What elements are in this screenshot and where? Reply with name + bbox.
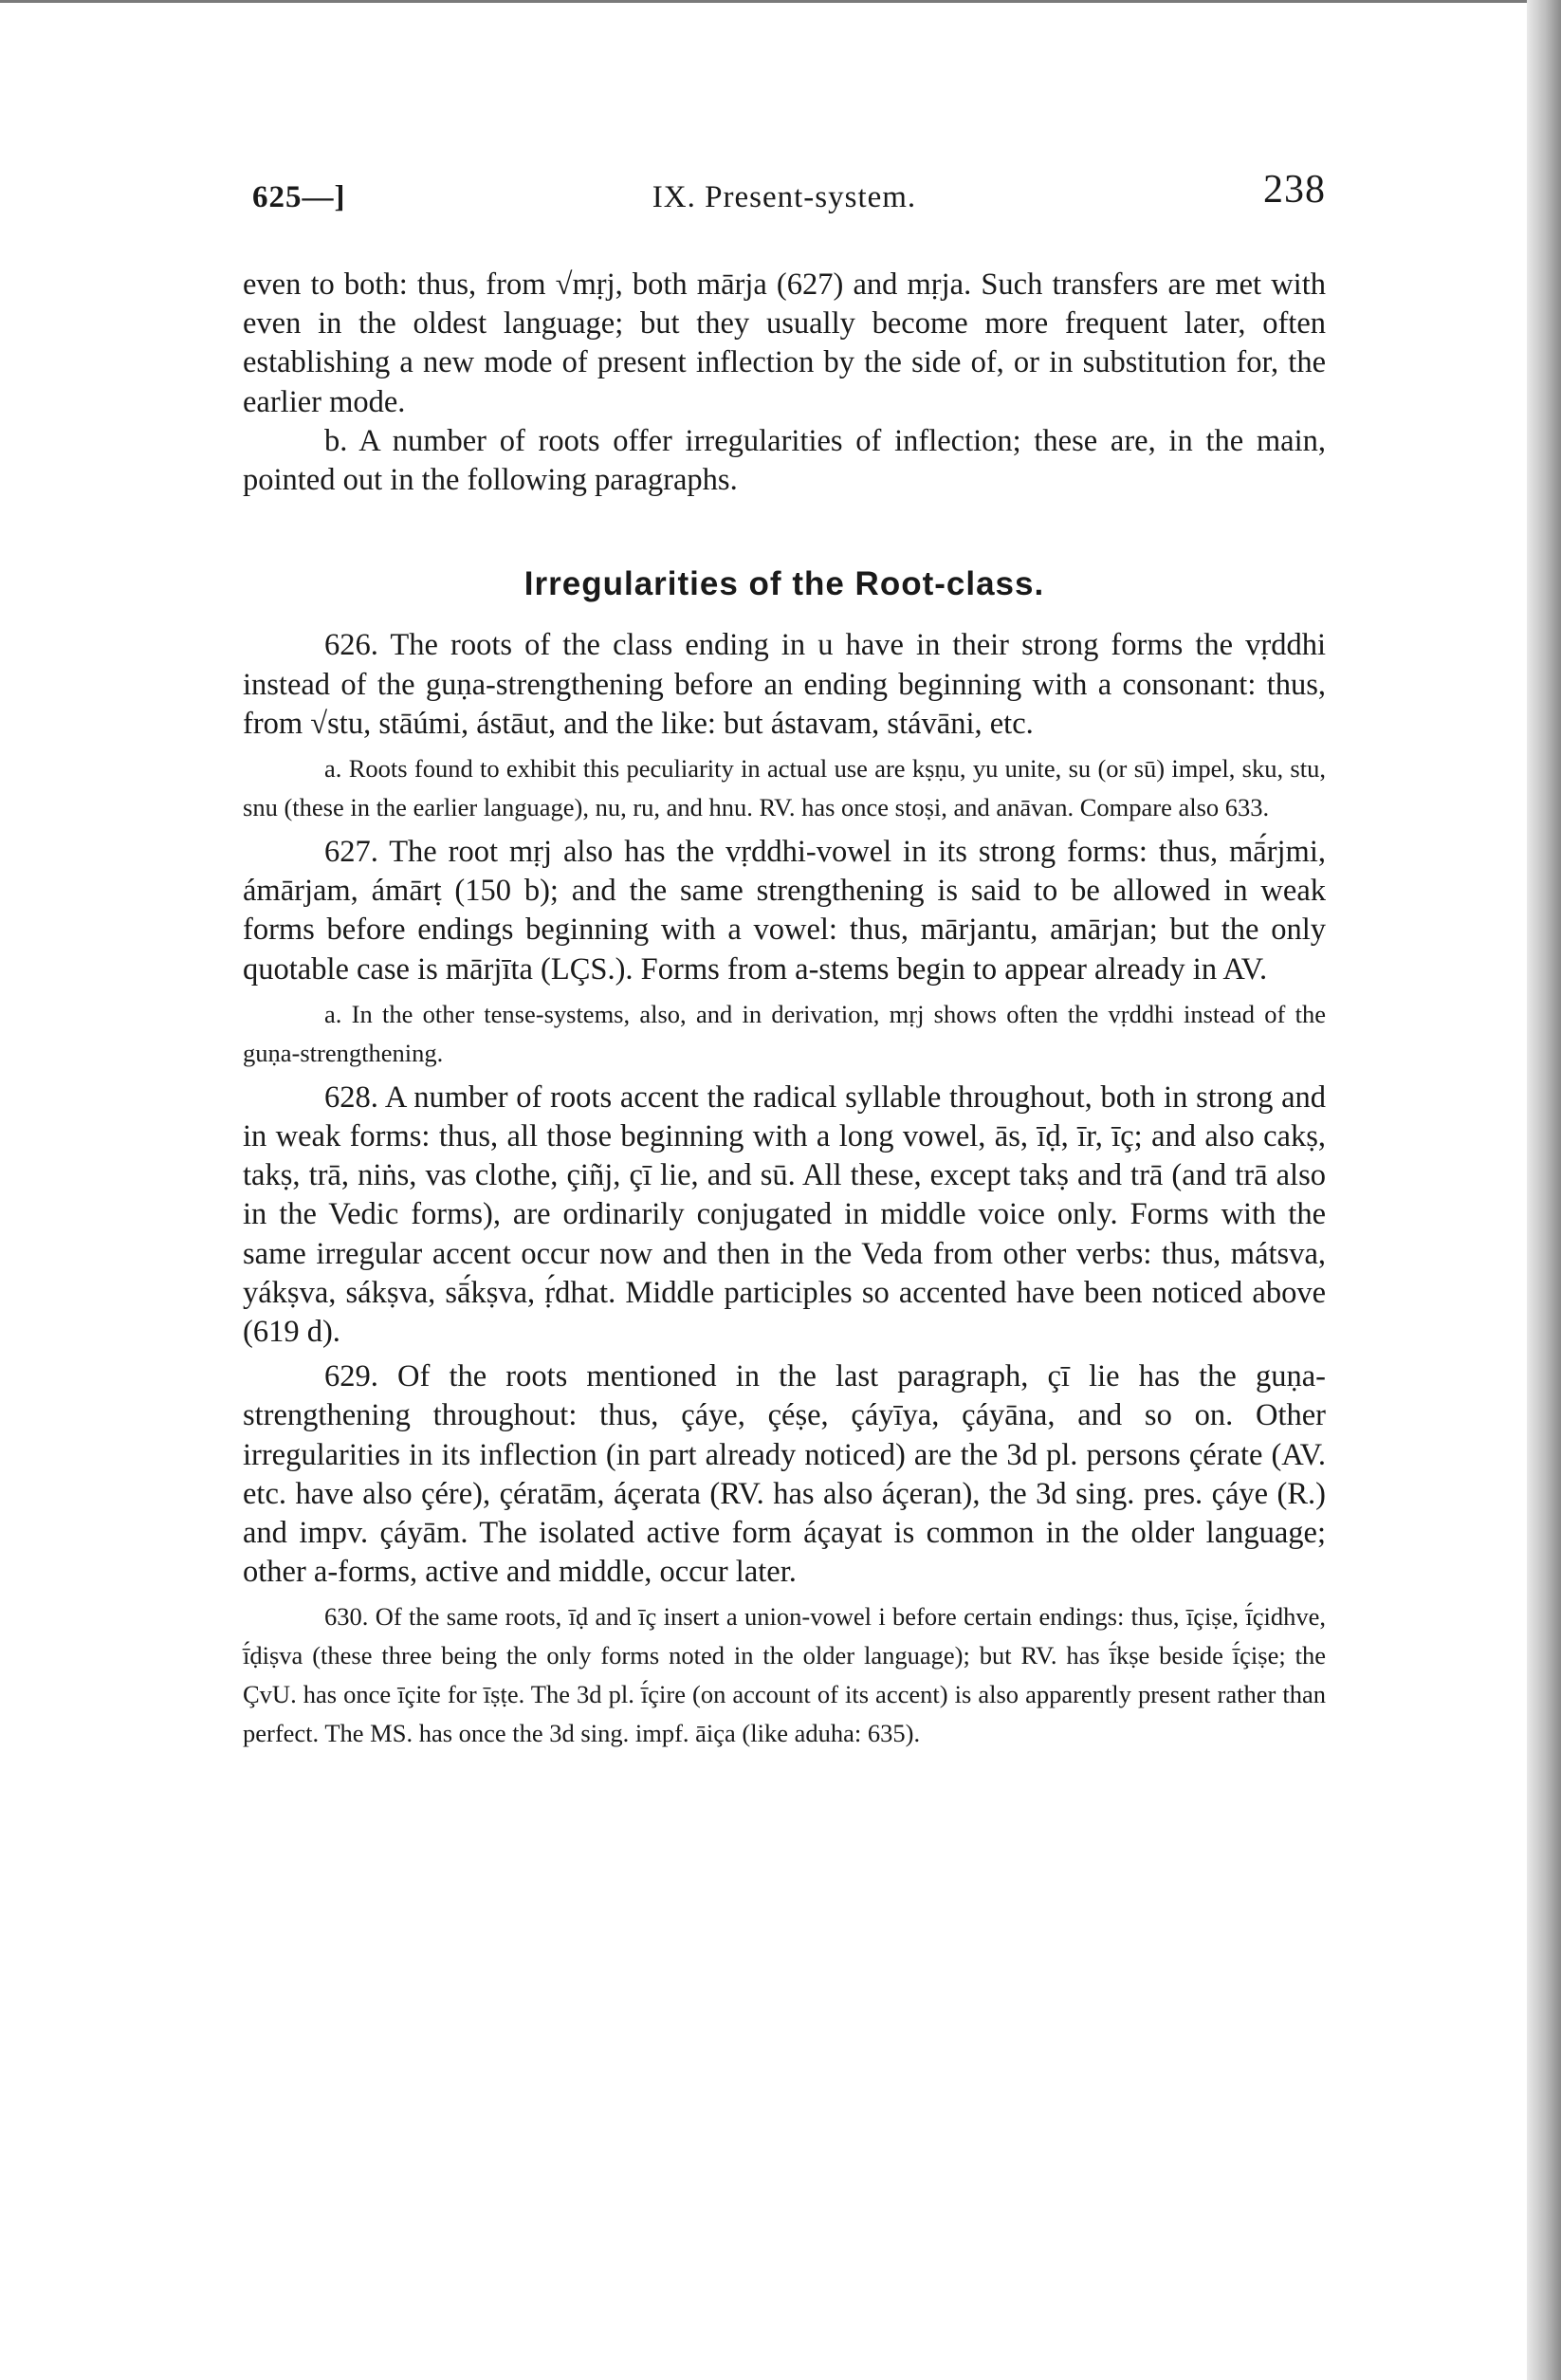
- paragraph-626a: a. Roots found to exhibit this peculiarity in actual use are kṣṇu, yu unite, su (or sū) impel, sku, stu, snu (these in the earlier language), nu, ru, and hnu. RV. has once stoṣi, and anāvan. Compare also 633.: [243, 754, 1326, 822]
- chapter-title: IX. Present-system.: [652, 180, 917, 214]
- book-page: [243, 168, 1326, 1753]
- paragraph-continuation: even to both: thus, from √mṛj, both mārja (627) and mṛja. Such transfers are met with even in the oldest language; but they usually become more frequent later, often establishing a new mode of present inflection by the side of, or in substitution for, the earlier mode.: [243, 268, 1326, 419]
- paragraph-630: 630. Of the same roots, īḍ and īç insert a union-vowel i before certain endings: thus, īçiṣe, ī́çidhve, ī́ḍiṣva (these three being the only forms noted in the older language); but RV. has ī́kṣe beside ī́çiṣe; the ÇvU. has once īçite for īṣṭe. The 3d pl. ī́çire (on account of its accent) is also apparently present rather than perfect. The MS. has once the 3d sing. impf. āiça (like aduha: 635).: [243, 1602, 1326, 1748]
- paragraph-627: 627. The root mṛj also has the vṛddhi-vowel in its strong forms: thus, mā́rjmi, ámārjam, ámārṭ (150 b); and the same strengthening is said to be allowed in weak forms before endings beginning with a vowel: thus, mārjantu, amārjan; but the only quotable case is mārjīta (LÇS.). Forms from a-stems begin to appear already in AV.: [243, 835, 1326, 987]
- paragraph-627a: a. In the other tense-systems, also, and in derivation, mṛj shows often the vṛddhi instead of the guṇa-strengthening.: [243, 999, 1326, 1067]
- paragraph-629: 629. Of the roots mentioned in the last paragraph, çī lie has the guṇa-strengthening throughout: thus, çáye, çéṣe, çáyīya, çáyāna, and so on. Other irregularities in its inflection (in part already noticed) are the 3d pl. persons çérate (AV. etc. have also çére), çératām, áçerata (RV. has also áçeran), the 3d sing. pres. çáye (R.) and impv. çáyām. The isolated active form áçayat is common in the older language; other a-forms, active and middle, occur later.: [243, 1359, 1326, 1590]
- paragraph-b: b. A number of roots offer irregularities of inflection; these are, in the main, pointed out in the following paragraphs.: [243, 423, 1326, 498]
- section-reference: 625—]: [252, 180, 346, 214]
- running-header: [243, 168, 1326, 228]
- page-binding-edge: [1527, 0, 1561, 2380]
- paragraph-628: 628. A number of roots accent the radical syllable throughout, both in strong and in weak forms: thus, all those beginning with a long vowel, ās, īḍ, īr, īç; and also cakṣ, takṣ, trā, niṅs, vas clothe, çiñj, çī lie, and sū. All these, except takṣ and trā (and trā also in the Vedic forms), are ordinarily conjugated in middle voice only. Forms with the same irregular accent occur now and then in the Veda from other verbs: thus, mátsva, yákṣva, sákṣva, sā́kṣva, ṛ́dhat. Middle participles so accented have been noticed above (619 d).: [243, 1079, 1326, 1350]
- paragraph-626: 626. The roots of the class ending in u have in their strong forms the vṛddhi instead of the guṇa-strengthening before an ending beginning with a consonant: thus, from √stu, stāúmi, ástāut, and the like: but ástavam, stávāni, etc.: [243, 628, 1326, 741]
- section-heading: Irregularities of the Root-class.: [523, 565, 1045, 603]
- scan-top-edge: [0, 0, 1561, 3]
- page-number: 238: [1263, 168, 1326, 212]
